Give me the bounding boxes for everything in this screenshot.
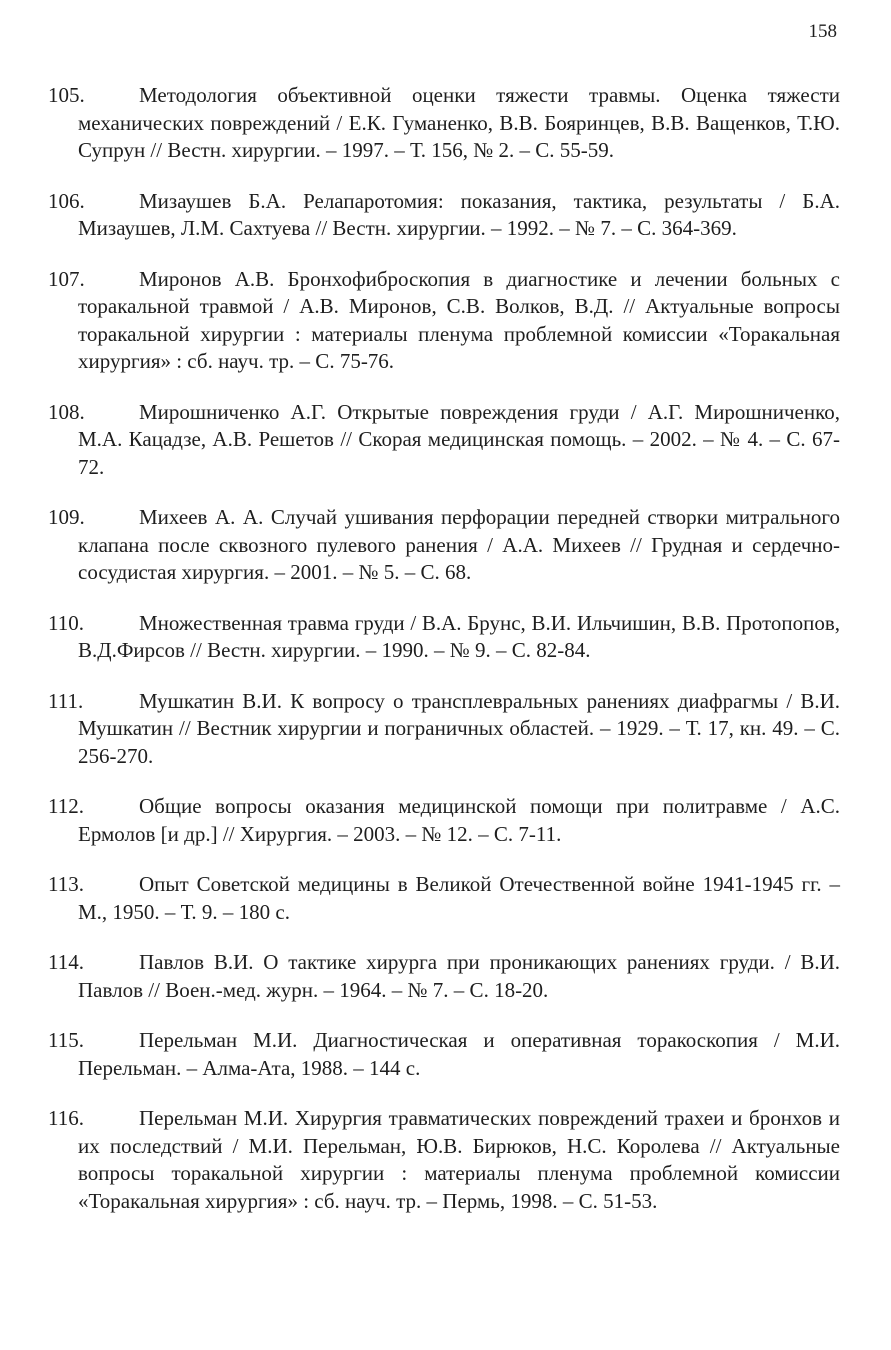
reference-number: 106.: [48, 188, 85, 213]
reference-text: Михеев А. А. Случай ушивания перфорации передней створки митрального клапана после сквозного пулевого ранения / А.А. Михеев // Грудная и сердечно-сосудистая хирургия. – 2001. – № 5. – С. 68.: [78, 505, 840, 584]
list-item: [48, 82, 840, 165]
list-item: [48, 266, 840, 376]
reference-text: Мизаушев Б.А. Релапаротомия: показания, тактика, результаты / Б.А. Мизаушев, Л.М. Сахтуева // Вестн. хирургии. – 1992. – № 7. – С. 364-369.: [78, 188, 840, 240]
reference-text: Множественная травма груди / В.А. Брунс, В.И. Ильчишин, В.В. Протопопов, В.Д.Фирсов // Вестн. хирургии. – 1990. – № 9. – С. 82-84.: [78, 610, 840, 662]
reference-list: [48, 82, 840, 1238]
reference-text: Перельман М.И. Диагностическая и оперативная торакоскопия / М.И. Перельман. – Алма-Ата, 1988. – 144 с.: [78, 1028, 840, 1080]
reference-text: Миронов А.В. Бронхофиброскопия в диагностике и лечении больных с торакальной травмой / А.В. Миронов, С.В. Волков, В.Д. // Актуальные вопросы торакальной хирургии : материалы пленума проблемной комиссии «Торакальная хирургия» : сб. науч. тр. – С. 75-76.: [78, 266, 840, 373]
list-item: [48, 504, 840, 587]
reference-text: Мирошниченко А.Г. Открытые повреждения груди / А.Г. Мирошниченко, М.А. Кацадзе, А.В. Решетов // Скорая медицинская помощь. – 2002. – № 4. – С. 67-72.: [78, 399, 840, 479]
reference-number: 111.: [48, 688, 84, 713]
reference-text: Общие вопросы оказания медицинской помощи при политравме / А.С. Ермолов [и др.] // Хирургия. – 2003. – № 12. – С. 7-11.: [78, 794, 840, 846]
reference-number: 109.: [48, 505, 85, 529]
reference-number: 108.: [48, 399, 85, 424]
reference-text: Мушкатин В.И. К вопросу о трансплевральных ранениях диафрагмы / В.И. Мушкатин // Вестник хирургии и пограничных областей. – 1929. – Т. 17, кн. 49. – С. 256-270.: [78, 688, 840, 768]
reference-number: 105.: [48, 83, 85, 107]
reference-number: 110.: [48, 610, 84, 635]
reference-text: Павлов В.И. О тактике хирурга при проникающих ранениях груди. / В.И. Павлов // Воен.-мед. журн. – 1964. – № 7. – С. 18-20.: [78, 950, 840, 1002]
reference-text: Методология объективной оценки тяжести травмы. Оценка тяжести механических повреждений / Е.К. Гуманенко, В.В. Бояринцев, В.В. Ващенков, Т.Ю. Супрун // Вестн. хирургии. – 1997. – Т. 156, № 2. – С. 55-59.: [78, 83, 840, 162]
page-number: 158: [808, 21, 837, 42]
reference-number: 116.: [48, 1106, 84, 1130]
reference-text: Перельман М.И. Хирургия травматических повреждений трахеи и бронхов и их последствий / М.И. Перельман, Ю.В. Бирюков, Н.С. Королева // Актуальные вопросы торакальной хирургии : материалы пленума проблемной комиссии «Торакальная хирургия» : сб. науч. тр. – Пермь, 1998. – С. 51-53.: [78, 1106, 840, 1213]
list-item: [48, 871, 840, 926]
reference-text: Опыт Советской медицины в Великой Отечественной войне 1941-1945 гг. – М., 1950. – Т. 9. – 180 с.: [78, 872, 840, 924]
reference-number: 107.: [48, 266, 85, 291]
list-item: [48, 688, 840, 771]
list-item: [48, 188, 840, 243]
list-item: [48, 610, 840, 665]
list-item: [48, 399, 840, 482]
list-item: [48, 1105, 840, 1215]
list-item: [48, 1027, 840, 1082]
reference-number: 114.: [48, 950, 84, 974]
list-item: [48, 949, 840, 1004]
reference-number: 113.: [48, 872, 84, 896]
list-item: [48, 793, 840, 848]
reference-number: 112.: [48, 794, 84, 818]
reference-number: 115.: [48, 1028, 84, 1052]
